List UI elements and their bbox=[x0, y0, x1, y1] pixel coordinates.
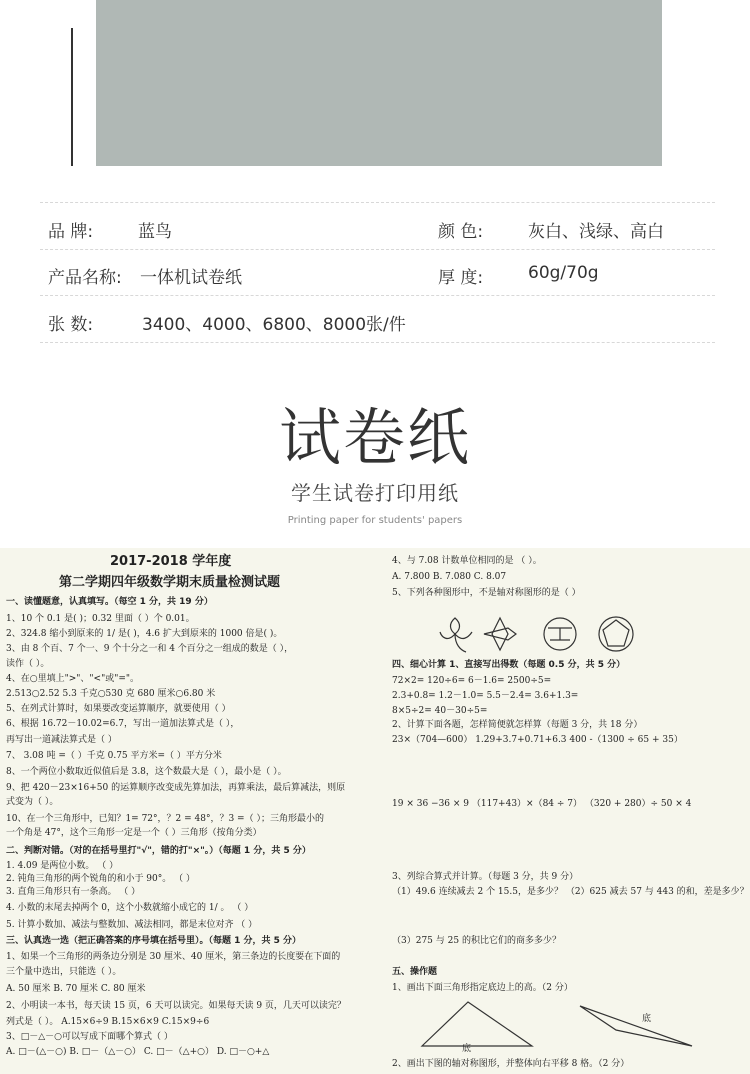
spec-row-brand-color bbox=[40, 202, 715, 250]
hero-english-caption: Printing paper for students' papers bbox=[287, 515, 463, 526]
exam-line: 式变为（ ）。 bbox=[6, 797, 59, 807]
exam-line: A. 7.800 B. 7.080 C. 8.07 bbox=[392, 572, 507, 582]
brand-value: 蓝鸟 bbox=[138, 222, 172, 242]
triangle-1-base-label: 底 bbox=[462, 1044, 472, 1054]
exam-line: 5、在列式计算时，如果要改变运算顺序，就要使用（ ） bbox=[6, 704, 231, 714]
sheets-value: 3400、4000、6800、8000张/件 bbox=[142, 315, 406, 335]
exam-line: A. □－(△－○) B. □－（△－○） C. □－（△+○） D. □－○+△ bbox=[6, 1047, 270, 1057]
exam-line: 9、把 420－23×16+50 的运算顺序改变成先算加法，再算乘法，最后算减法，则原 bbox=[6, 783, 346, 793]
exam-line: 8、一个两位小数取近似值后是 3.8，这个数最大是（ ），最小是（ ）。 bbox=[6, 767, 287, 777]
exam-line: 3、□－△－○可以写成下面哪个算式（ ） bbox=[6, 1032, 173, 1042]
exam-line: 23×（704—600） 1.29+3.7+0.71+6.3 400 -（1300 ÷ 65 + 35） bbox=[392, 735, 683, 745]
hero-title: 试卷纸 bbox=[278, 401, 471, 474]
exam-line: 再写出一道减法算式是（ ） bbox=[6, 735, 117, 745]
section-3-heading: 三、认真选一选（把正确答案的序号填在括号里）。（每题 1 分，共 5 分） bbox=[6, 936, 302, 946]
brand-label: 品 牌: bbox=[48, 222, 94, 242]
sheets-label: 张 数: bbox=[48, 315, 94, 335]
exam-line: 2、324.8 缩小到原来的 1/ 是( )，4.6 扩大到原来的 1000 倍是( )。 bbox=[6, 629, 283, 639]
exam-line: 72×2= 120÷6= 6－1.6= 2500÷5= bbox=[392, 676, 552, 686]
exam-line: 2. 钝角三角形的两个锐角的和小于 90°。 （ ） bbox=[6, 874, 195, 884]
exam-line: 10、在一个三角形中，已知？1= 72°，？2 = 48°，？3 =（ ）；三角形最小的 bbox=[6, 814, 324, 824]
thickness-value: 60g/70g bbox=[528, 263, 599, 283]
exam-line: 7、 3.08 吨 =（ ）千克 0.75 平方米=（ ）平方分米 bbox=[6, 751, 222, 761]
exam-line: 1、如果一个三角形的两条边分别是 30 厘米、40 厘米，第三条边的长度要在下面的 bbox=[6, 952, 341, 962]
exam-line: 2、画出下图的轴对称图形，并整体向右平移 8 格。（2 分） bbox=[392, 1059, 630, 1069]
exam-line: 4. 小数的末尾去掉两个 0，这个小数就缩小成它的 1/ 。 （ ） bbox=[6, 903, 254, 913]
paper-color-swatch bbox=[96, 0, 662, 166]
exam-line: 1、画出下面三角形指定底边上的高。（2 分） bbox=[392, 983, 573, 993]
exam-line: 6、根据 16.72－10.02=6.7，写出一道加法算式是（ ）， bbox=[6, 719, 240, 729]
exam-line: 19 × 36 −36 × 9 （117+43）×（84 ÷ 7） （320 + 280）÷ 50 × 4 bbox=[392, 799, 692, 809]
exam-line: 一个角是 47°，这个三角形一定是一个（ ）三角形（按角分类） bbox=[6, 828, 262, 838]
exam-line: 3、由 8 个百、7 个一、9 个十分之一和 4 个百分之一组成的数是（ ）， bbox=[6, 644, 294, 654]
exam-line: 4、与 7.08 计数单位相同的是 （ ）。 bbox=[392, 556, 542, 566]
section-5-heading: 五、操作题 bbox=[392, 967, 438, 977]
exam-line: A. 50 厘米 B. 70 厘米 C. 80 厘米 bbox=[6, 984, 146, 994]
exam-paper-sample bbox=[0, 548, 750, 1074]
exam-line: 1、10 个 0.1 是( )；0.32 里面（ ）个 0.01。 bbox=[6, 614, 195, 624]
hero-subtitle: 学生试卷打印用纸 bbox=[291, 481, 459, 505]
section-2-heading: 二、判断对错。（对的在括号里打"√"，错的打"×"。）（每题 1 分，共 5 分） bbox=[6, 846, 311, 856]
exam-line: 3、列综合算式并计算。（每题 3 分，共 9 分） bbox=[392, 872, 579, 882]
symmetry-figures-icon bbox=[438, 612, 688, 658]
exam-title: 第二学期四年级数学期末质量检测试题 bbox=[59, 575, 281, 590]
exam-line: 2.513○2.52 5.3 千克○530 克 680 厘米○6.80 米 bbox=[6, 689, 216, 699]
spec-row-name-thickness bbox=[40, 249, 715, 296]
decorative-vertical-line bbox=[71, 28, 73, 166]
spec-row-sheets bbox=[40, 296, 715, 343]
exam-line: 3. 直角三角形只有一条高。 （ ） bbox=[6, 887, 141, 897]
exam-line: 2.3+0.8= 1.2－1.0= 5.5－2.4= 3.6+1.3= bbox=[392, 691, 579, 701]
exam-line: 8×5÷2= 40－30÷5= bbox=[392, 706, 488, 716]
color-value: 灰白、浅绿、高白 bbox=[528, 222, 664, 242]
triangle-2-base-label: 底 bbox=[642, 1014, 652, 1024]
exam-line: 4、在○里填上">"、"<"或"="。 bbox=[6, 674, 140, 684]
product-name-value: 一体机试卷纸 bbox=[140, 268, 242, 288]
exam-line: 2、计算下面各题，怎样简便就怎样算（每题 3 分，共 18 分） bbox=[392, 720, 643, 730]
exam-line: （3）275 与 25 的积比它们的商多多少？ bbox=[392, 936, 561, 946]
exam-line: 5. 计算小数加、减法与整数加、减法相同，都是末位对齐 （ ） bbox=[6, 920, 258, 930]
exam-line: 列式是（ ）。 A.15×6÷9 B.15×6×9 C.15×9÷6 bbox=[6, 1017, 210, 1027]
color-label: 颜 色: bbox=[438, 222, 484, 242]
exam-line: 2、小明读一本书，每天读 15 页，6 天可以读完。如果每天读 9 页，几天可以读完？ bbox=[6, 1001, 346, 1011]
exam-line: 读作（ ）。 bbox=[6, 659, 50, 669]
exam-line: 三个量中选出，只能选（ ）。 bbox=[6, 967, 122, 977]
section-4-heading: 四、细心计算 1、直接写出得数（每题 0.5 分，共 5 分） bbox=[392, 660, 626, 670]
thickness-label: 厚 度: bbox=[438, 268, 484, 288]
exam-line: 5、下列各种图形中，不是轴对称图形的是（ ） bbox=[392, 588, 581, 598]
section-1-heading: 一、读懂题意，认真填写。（每空 1 分，共 19 分） bbox=[6, 597, 213, 607]
exam-line: 1. 4.09 是两位小数。 （ ） bbox=[6, 861, 119, 871]
exam-line: （1）49.6 连续减去 2 个 15.5，是多少？ （2）625 减去 57 与 443 的和，差是多少？ bbox=[392, 887, 749, 897]
exam-year: 2017-2018 学年度 bbox=[110, 554, 232, 569]
product-name-label: 产品名称: bbox=[48, 268, 122, 288]
